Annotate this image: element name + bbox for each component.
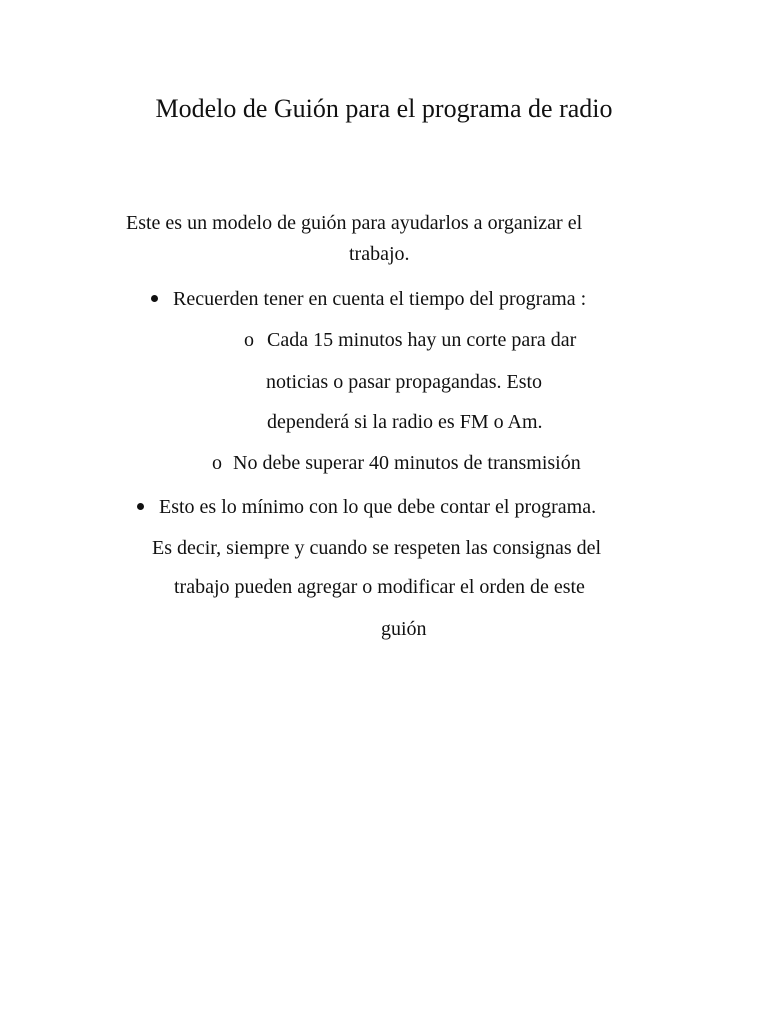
bullet-2-line-4: guión [381, 618, 427, 640]
bullet-1-text: Recuerden tener en cuenta el tiempo del programa : [173, 288, 587, 310]
subitem-1-line-2: noticias o pasar propagandas. Esto [266, 371, 543, 393]
subitem-marker-2: o [212, 452, 222, 474]
subitem-2-line-1: No debe superar 40 minutos de transmisión [233, 452, 581, 474]
bullet-2-line-2: Es decir, siempre y cuando se respeten las consignas del [152, 537, 602, 559]
bullet-marker-1 [151, 295, 158, 302]
intro-line-2: trabajo. [349, 243, 410, 265]
page-title: Modelo de Guión para el programa de radio [155, 94, 613, 123]
bullet-2-line-1: Esto es lo mínimo con lo que debe contar el programa. [159, 496, 597, 518]
intro-line-1: Este es un modelo de guión para ayudarlos a organizar el [126, 212, 583, 234]
subitem-1-line-3: dependerá si la radio es FM o Am. [267, 411, 543, 433]
subitem-1-line-1: Cada 15 minutos hay un corte para dar [267, 329, 577, 351]
bullet-marker-2 [137, 503, 144, 510]
subitem-marker-1: o [244, 329, 254, 351]
bullet-2-line-3: trabajo pueden agregar o modificar el orden de este [174, 576, 585, 598]
